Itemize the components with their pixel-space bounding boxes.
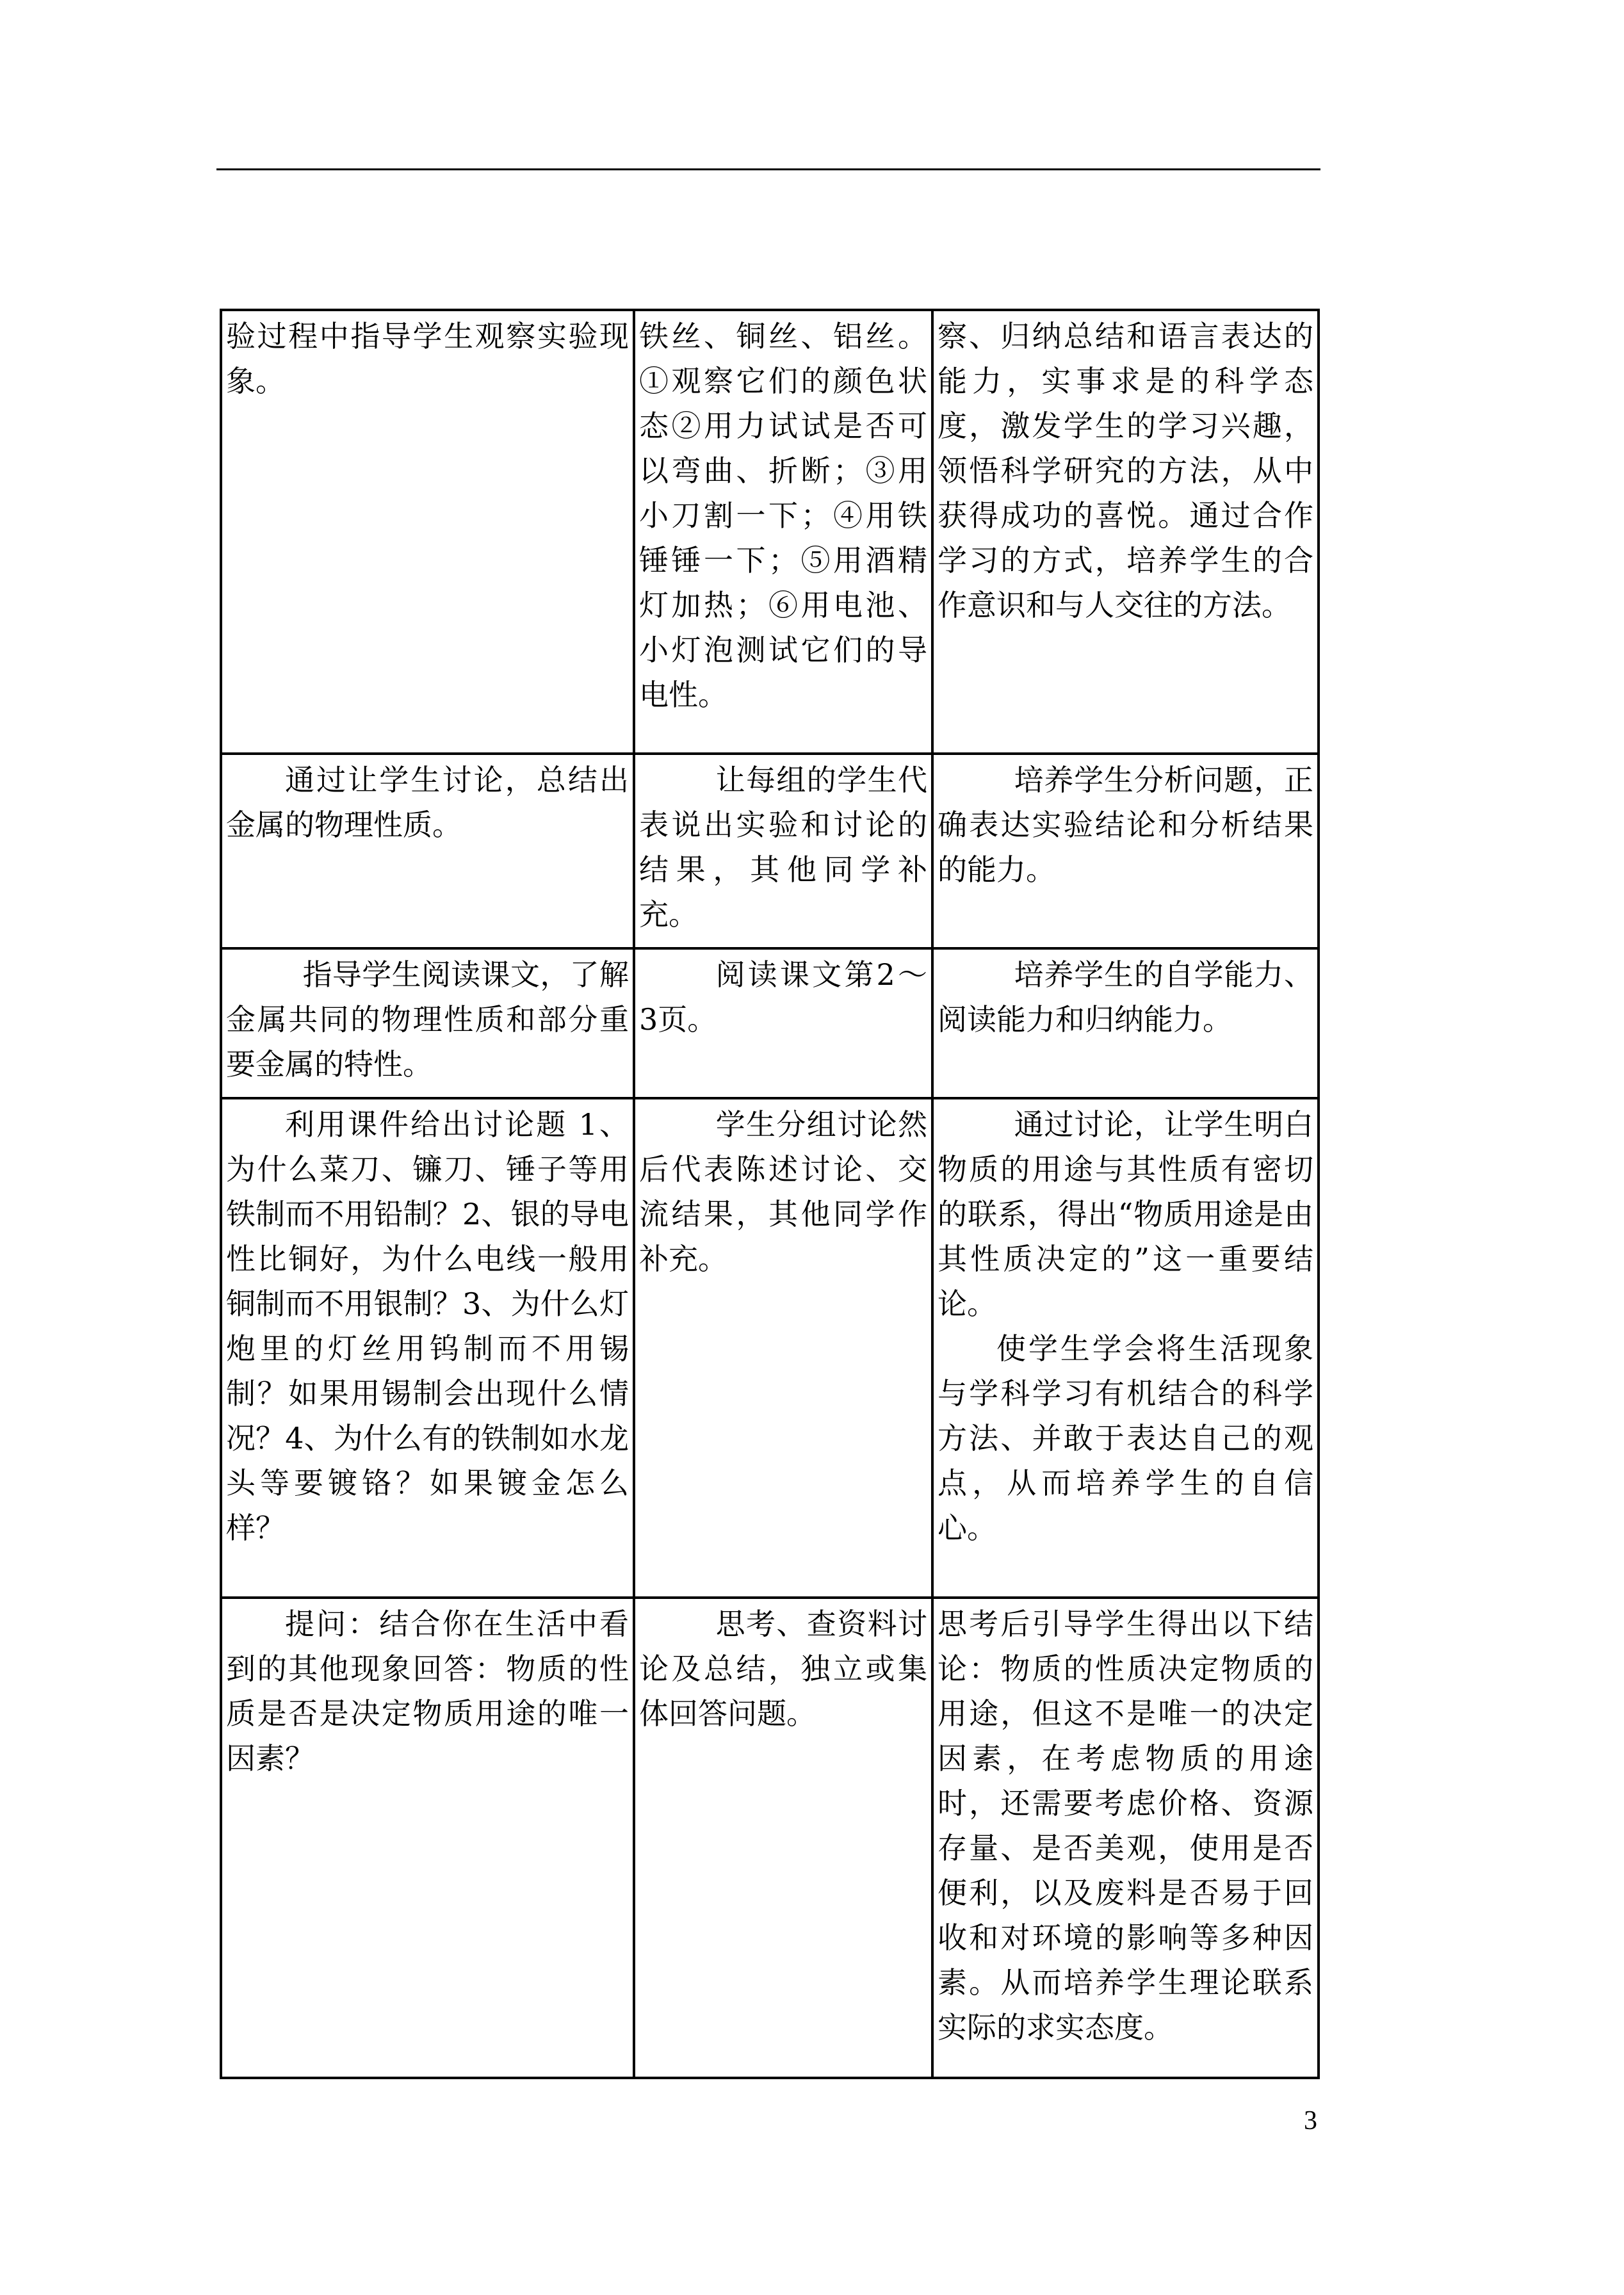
teacher-activity-text: 指导学生阅读课文，了解金属共同的物理性质和部分重要金属的特性。 — [226, 957, 629, 1082]
student-activity-text: 学生分组讨论然后代表陈述讨论、交流结果，其他同学作补充。 — [639, 1107, 927, 1276]
design-intent-cell — [932, 1098, 1319, 1598]
table-row — [221, 754, 1319, 948]
teacher-activity-cell — [221, 754, 634, 948]
student-activity-cell — [634, 310, 932, 754]
student-activity-text: 铁丝、铜丝、铝丝。①观察它们的颜色状态②用力试试是否可以弯曲、折断；③用小刀割一下；④用铁锤锤一下；⑤用酒精灯加热；⑥用电池、小灯泡测试它们的导电性。 — [639, 319, 927, 712]
design-intent-text: 思考后引导学生得出以下结论：物质的性质决定物质的用途，但这不是唯一的决定因素，在考虑物质的用途时，还需要考虑价格、资源存量、是否美观，使用是否便利，以及废料是否易于回收和对环境的影响等多种因素。从而培养学生理论联系实际的求实态度。 — [938, 1607, 1313, 2045]
student-activity-cell — [634, 948, 932, 1098]
student-activity-text: 阅读课文第2～3页。 — [639, 957, 927, 1037]
table-row — [221, 1098, 1319, 1598]
teacher-activity-cell — [221, 310, 634, 754]
design-intent-text: 察、归纳总结和语言表达的能力，实事求是的科学态度，激发学生的学习兴趣，领悟科学研究的方法，从中获得成功的喜悦。通过合作学习的方式，培养学生的合作意识和与人交往的方法。 — [938, 319, 1313, 622]
teacher-activity-text: 利用课件给出讨论题 1、为什么菜刀、镰刀、锤子等用铁制而不用铅制？2、银的导电性比铜好，为什么电线一般用铜制而不用银制？3、为什么灯炮里的灯丝用钨制而不用锡制？如果用锡制会出现什么情况？4、为什么有的铁制如水龙头等要镀铬？如果镀金怎么样？ — [226, 1107, 629, 1545]
student-activity-text: 让每组的学生代表说出实验和讨论的结果，其他同学补充。 — [639, 763, 927, 932]
teacher-activity-text: 提问：结合你在生活中看到的其他现象回答：物质的性质是否是决定物质用途的唯一因素？ — [226, 1607, 629, 1776]
table-row — [221, 1598, 1319, 2078]
design-intent-text: 培养学生分析问题，正确表达实验结论和分析结果的能力。 — [938, 763, 1313, 887]
teacher-activity-cell — [221, 1098, 634, 1598]
design-intent-text: 通过讨论，让学生明白物质的用途与其性质有密切的联系，得出“物质用途是由其性质决定的”这一重要结论。 — [938, 1107, 1313, 1321]
teacher-activity-cell — [221, 948, 634, 1098]
teacher-activity-text: 验过程中指导学生观察实验现象。 — [226, 319, 629, 398]
student-activity-text: 思考、查资料讨论及总结，独立或集体回答问题。 — [639, 1607, 927, 1731]
design-intent-text: 使学生学会将生活现象与学科学习有机结合的科学方法、并敢于表达自己的观点，从而培养学生的自信心。 — [938, 1331, 1313, 1545]
teacher-activity-cell — [221, 1598, 634, 2078]
header-rule — [216, 168, 1320, 170]
lesson-table — [220, 309, 1320, 2079]
table-row — [221, 310, 1319, 754]
design-intent-cell — [932, 754, 1319, 948]
teacher-activity-text: 通过让学生讨论，总结出金属的物理性质。 — [226, 763, 629, 842]
design-intent-text: 培养学生的自学能力、阅读能力和归纳能力。 — [938, 957, 1313, 1037]
design-intent-cell — [932, 948, 1319, 1098]
page-number: 3 — [1304, 2106, 1317, 2136]
design-intent-cell — [932, 1598, 1319, 2078]
student-activity-cell — [634, 1598, 932, 2078]
table-row — [221, 948, 1319, 1098]
student-activity-cell — [634, 754, 932, 948]
design-intent-cell — [932, 310, 1319, 754]
student-activity-cell — [634, 1098, 932, 1598]
